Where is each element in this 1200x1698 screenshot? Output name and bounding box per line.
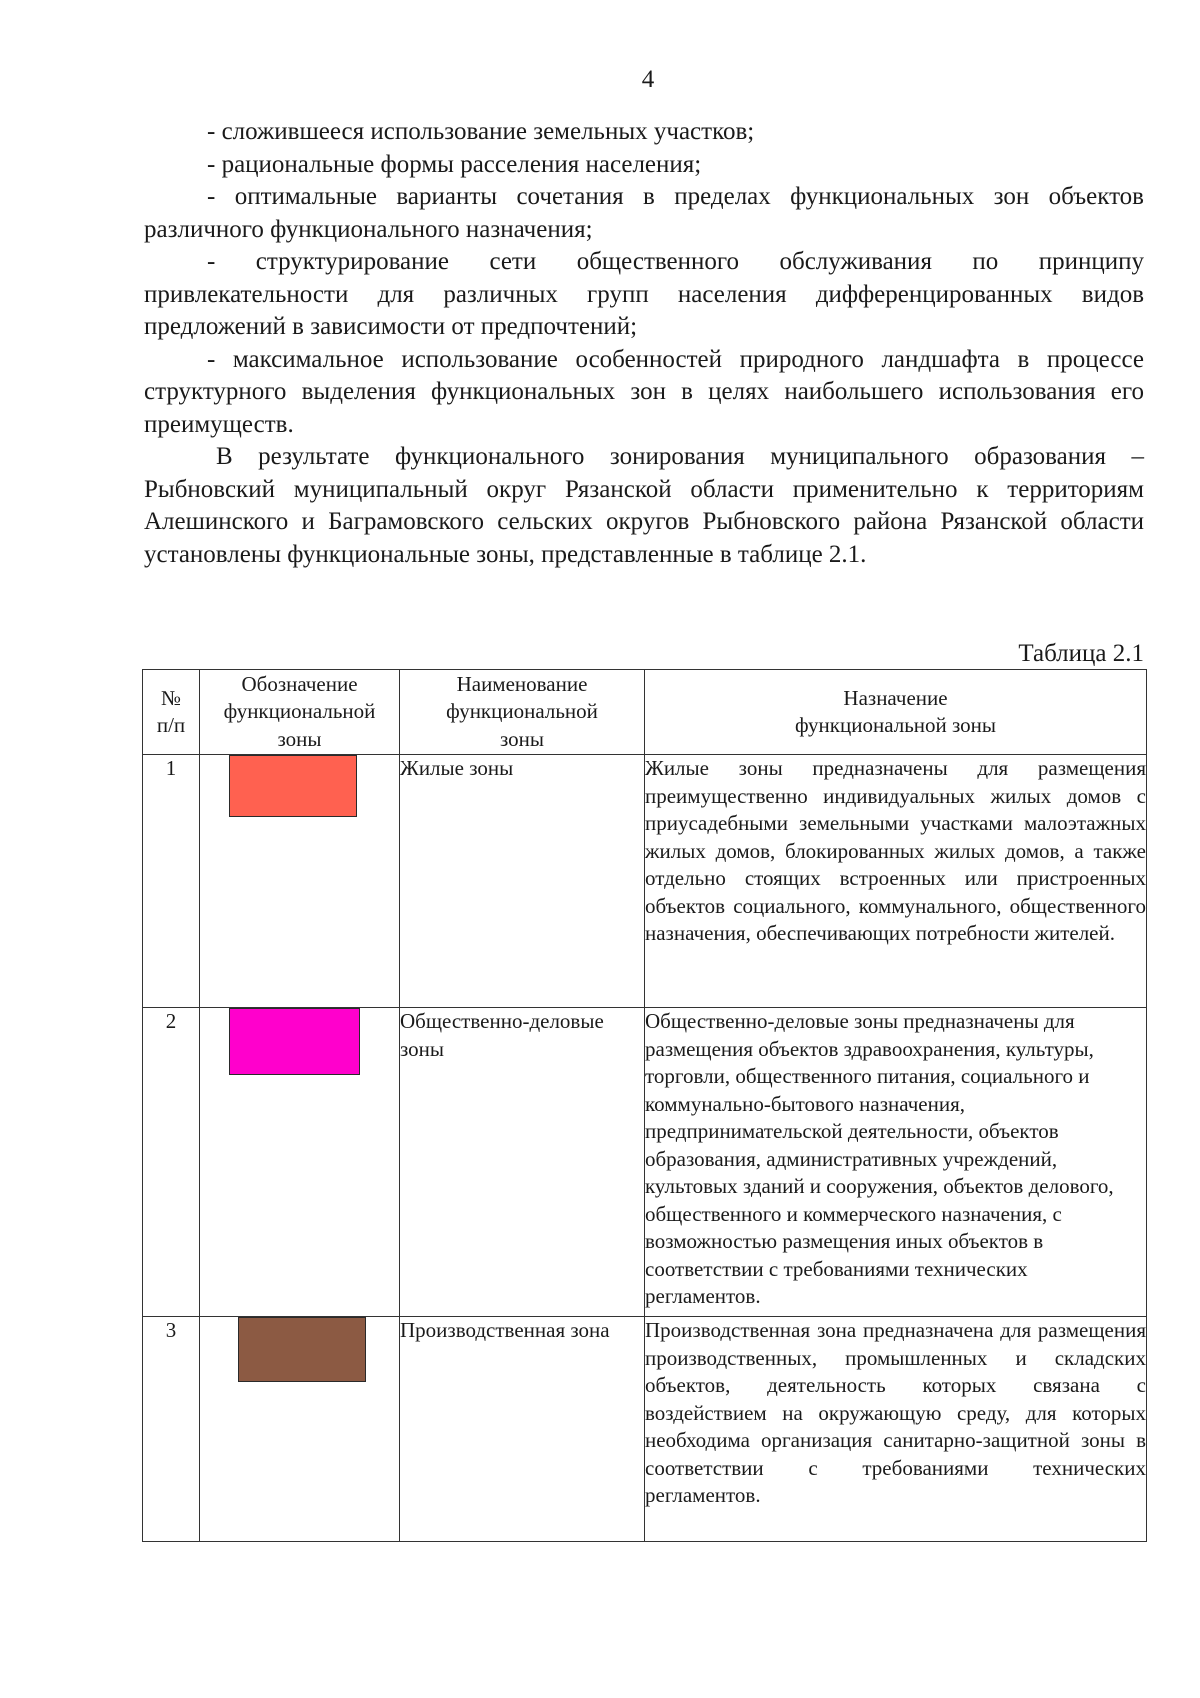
functional-zones-table — [142, 669, 1147, 1542]
bullet-item: - рациональные формы расселения населения; — [207, 150, 702, 178]
result-paragraph: В результате функционального зонирования муниципального образования – Рыбновский муниципальный округ Рязанской области применительно к территориям Алешинского и Баграмовского сельских округов Рыбновского района Рязанской области установлены функциональные зоны, представленные в таблице 2.1. — [144, 443, 1144, 568]
row-number: 1 — [143, 755, 200, 1008]
header-name: Наименование функциональной зоны — [400, 670, 645, 755]
table-row — [143, 755, 1147, 1008]
industrial-zone-swatch — [238, 1317, 366, 1382]
header-num: № п/п — [143, 670, 200, 755]
zone-symbol-cell — [200, 1008, 400, 1317]
zone-name: Жилые зоны — [400, 755, 645, 1008]
zone-description: Общественно-деловые зоны предназначены для размещения объектов здравоохранения, культуры, торговли, общественного питания, социального и коммунально-бытового назначения, предпринимательской деятельности, объектов образования, административных учреждений, культовых зданий и сооружения, объектов делового, общественного и коммерческого назначения, с возможностью размещения иных объектов в соответствии с требованиями технических регламентов. — [645, 1008, 1147, 1317]
page-number: 4 — [641, 66, 655, 93]
table-row — [143, 1317, 1147, 1542]
table-caption: Таблица 2.1 — [1018, 640, 1144, 667]
zone-name: Производственная зона — [400, 1317, 645, 1542]
header-purpose: Назначение функциональной зоны — [645, 670, 1147, 755]
bullet-item: - максимальное использование особенностей природного ландшафта в процессе структурного выделения функциональных зон в целях наибольшего использования его преимуществ. — [144, 345, 1144, 438]
zone-name: Общественно-деловые зоны — [400, 1008, 645, 1317]
table-row — [143, 1008, 1147, 1317]
public-business-zone-swatch — [229, 1008, 360, 1075]
bullet-item: - сложившееся использование земельных участков; — [207, 118, 755, 145]
header-symbol: Обозначение функциональной зоны — [200, 670, 400, 755]
bullet-item: - оптимальные варианты сочетания в пределах функциональных зон объектов различного функционального назначения; — [144, 183, 1144, 243]
zone-symbol-cell — [200, 1317, 400, 1542]
residential-zone-swatch — [229, 755, 357, 817]
body-text — [144, 116, 1144, 571]
row-number: 2 — [143, 1008, 200, 1317]
zone-symbol-cell — [200, 755, 400, 1008]
table-header-row — [143, 670, 1147, 755]
zone-description: Производственная зона предназначена для размещения производственных, промышленных и складских объектов, деятельность которых связана с воздействием на окружающую среду, для которых необходима организация санитарно-защитной зоны в соответствии с требованиями технических регламентов. — [645, 1317, 1147, 1542]
zone-description: Жилые зоны предназначены для размещения преимущественно индивидуальных жилых домов с приусадебными земельными участками малоэтажных жилых домов, блокированных жилых домов, а также отдельно стоящих встроенных или пристроенных объектов социального, коммунального, общественного назначения, обеспечивающих потребности жителей. — [645, 755, 1147, 1008]
bullet-item: - структурирование сети общественного обслуживания по принципу привлекательности для различных групп населения дифференцированных видов предложений в зависимости от предпочтений; — [144, 248, 1144, 340]
row-number: 3 — [143, 1317, 200, 1542]
